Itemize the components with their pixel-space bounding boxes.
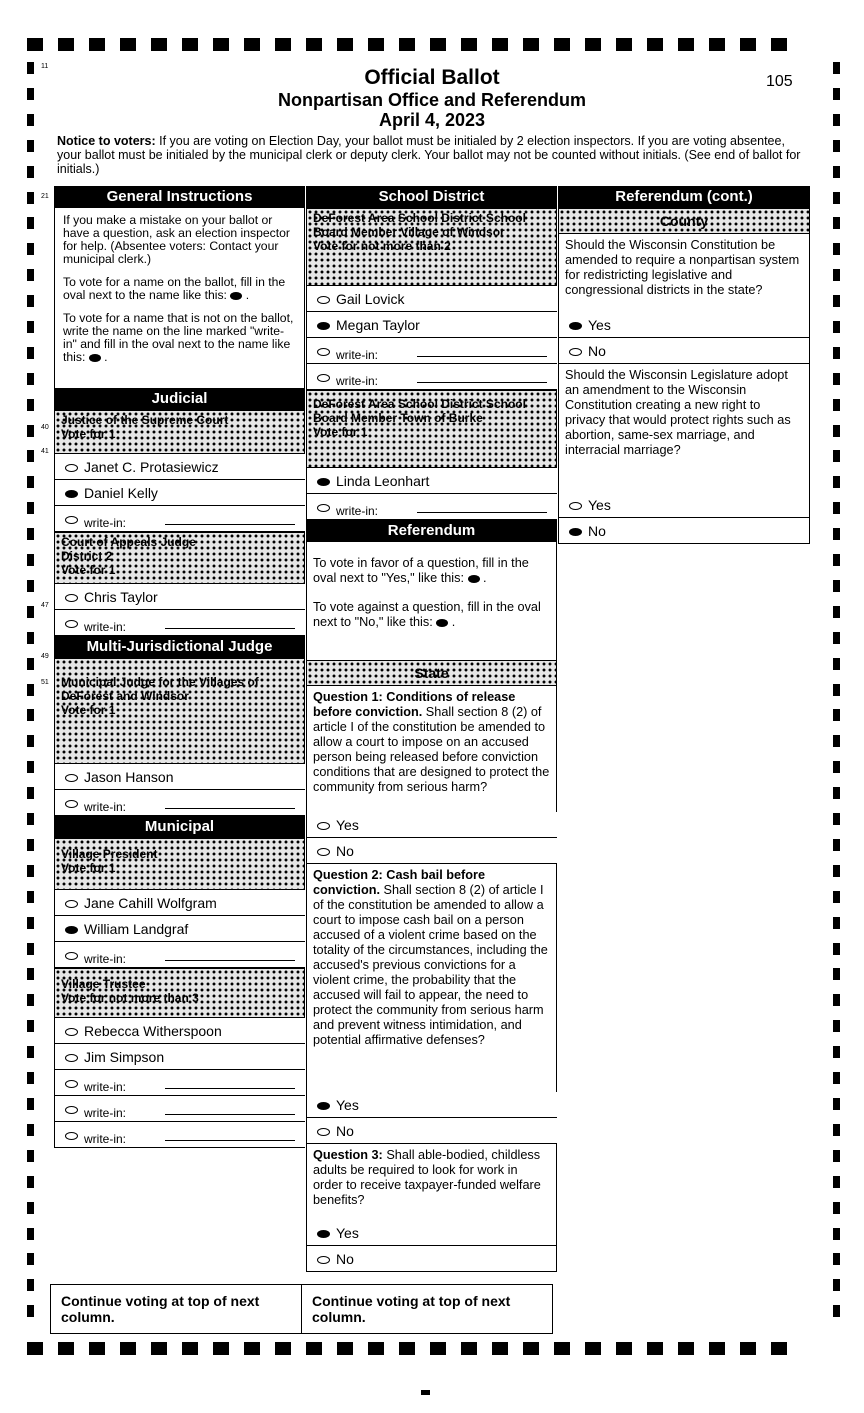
timing-mark-bottom	[58, 1342, 74, 1355]
instr-write-in: To vote for a name that is not on the ballot, write the name on the line marked "write-in" and fill in the oval next to the name like this: .	[63, 311, 294, 364]
timing-mark-top	[430, 38, 446, 51]
timing-mark-top	[399, 38, 415, 51]
timing-mark-left	[27, 968, 34, 980]
candidate-row[interactable]: Daniel Kelly	[54, 480, 305, 506]
timing-mark-left	[27, 813, 34, 825]
oval-icon[interactable]	[65, 620, 78, 628]
timing-mark-right	[833, 321, 840, 333]
timing-mark-top	[27, 38, 43, 51]
timing-mark-left	[27, 166, 34, 178]
timing-mark-left	[27, 450, 34, 462]
timing-mark-left	[27, 580, 34, 592]
timing-mark-left	[27, 1046, 34, 1058]
timing-mark-top	[709, 38, 725, 51]
timing-mark-right	[833, 709, 840, 721]
timing-mark-right	[833, 373, 840, 385]
timing-mark-right	[833, 192, 840, 204]
timing-mark-left	[27, 839, 34, 851]
timing-mark-bottom	[275, 1342, 291, 1355]
timing-mark-bottom	[461, 1342, 477, 1355]
school-district-heading: School District	[306, 186, 557, 208]
timing-mark-right	[833, 243, 840, 255]
oval-icon[interactable]	[317, 374, 330, 382]
timing-mark-top	[275, 38, 291, 51]
yes-option[interactable]: Yes	[558, 312, 810, 338]
timing-mark-top	[616, 38, 632, 51]
timing-mark-right	[833, 1279, 840, 1291]
timing-mark-top	[461, 38, 477, 51]
candidate-row[interactable]: Janet C. Protasiewicz	[54, 454, 305, 480]
margin-number: 51	[41, 679, 49, 686]
oval-icon[interactable]	[65, 1106, 78, 1114]
margin-number: 40	[41, 424, 49, 431]
margin-number: 21	[41, 193, 49, 200]
candidate-row[interactable]: Megan Taylor	[306, 312, 557, 338]
timing-mark-left	[27, 269, 34, 281]
no-option[interactable]: No	[306, 838, 557, 864]
filled-oval-example-icon	[89, 354, 101, 362]
yes-option[interactable]: Yes	[306, 812, 557, 838]
notice-text: If you are voting on Election Day, your ballot must be initialed by 2 election inspectors. If you are voting absentee, your ballot must be initialed by the municipal clerk or deputy clerk. Your ballot may not be counted without initials. (See end of ballot for initials.)	[57, 134, 801, 176]
timing-mark-top	[306, 38, 322, 51]
oval-filled-icon[interactable]	[65, 926, 78, 934]
timing-mark-right	[833, 1020, 840, 1032]
yes-option[interactable]: Yes	[306, 1092, 557, 1118]
timing-mark-right	[833, 1253, 840, 1265]
race-village-president: Village President Vote for 1	[54, 838, 305, 890]
timing-mark-bottom	[244, 1342, 260, 1355]
timing-mark-right	[833, 140, 840, 152]
timing-mark-left	[27, 735, 34, 747]
timing-mark-right	[833, 580, 840, 592]
timing-mark-right	[833, 1046, 840, 1058]
timing-mark-left	[27, 891, 34, 903]
timing-mark-bottom	[337, 1342, 353, 1355]
timing-mark-left	[27, 528, 34, 540]
timing-mark-left	[27, 761, 34, 773]
write-in-row[interactable]: write-in:	[54, 1096, 305, 1122]
timing-mark-right	[833, 632, 840, 644]
timing-mark-right	[833, 1150, 840, 1162]
continue-note-col1: Continue voting at top of next column.	[50, 1284, 302, 1334]
timing-mark-left	[27, 425, 34, 437]
timing-mark-bottom	[89, 1342, 105, 1355]
timing-mark-bottom	[306, 1342, 322, 1355]
timing-mark-right	[833, 166, 840, 178]
oval-icon[interactable]	[65, 774, 78, 782]
timing-mark-right	[833, 735, 840, 747]
oval-filled-icon[interactable]	[317, 478, 330, 486]
timing-mark-left	[27, 295, 34, 307]
timing-mark-bottom	[27, 1342, 43, 1355]
oval-icon[interactable]	[65, 800, 78, 808]
timing-mark-bottom	[740, 1342, 756, 1355]
margin-number: 49	[41, 653, 49, 660]
timing-mark-left	[27, 1279, 34, 1291]
timing-mark-right	[833, 1305, 840, 1317]
oval-filled-icon[interactable]	[317, 322, 330, 330]
timing-mark-top	[740, 38, 756, 51]
timing-mark-bottom	[647, 1342, 663, 1355]
oval-filled-icon[interactable]	[569, 322, 582, 330]
oval-icon[interactable]	[317, 1128, 330, 1136]
county-question-1: Should the Wisconsin Constitution be amended to require a nonpartisan system for redistricting legislative and congressional districts in the state?	[558, 234, 810, 312]
timing-mark-left	[27, 1072, 34, 1084]
write-in-row[interactable]: write-in:	[54, 1122, 305, 1148]
timing-mark-left	[27, 399, 34, 411]
candidate-row[interactable]: Gail Lovick	[306, 286, 557, 312]
race-supreme-court: Justice of the Supreme Court Vote for 1	[54, 410, 305, 454]
oval-filled-icon[interactable]	[317, 1230, 330, 1238]
race-village-trustee: Village Trustee Vote for not more than 3	[54, 968, 305, 1018]
no-option[interactable]: No	[558, 338, 810, 364]
oval-icon[interactable]	[65, 952, 78, 960]
oval-filled-icon[interactable]	[65, 490, 78, 498]
referendum-cont-heading: Referendum (cont.)	[558, 186, 810, 208]
candidate-row[interactable]: Linda Leonhart	[306, 468, 557, 494]
write-in-row[interactable]: write-in:	[306, 364, 557, 390]
oval-icon[interactable]	[317, 348, 330, 356]
timing-mark-right	[833, 1124, 840, 1136]
timing-mark-top	[647, 38, 663, 51]
timing-mark-right	[833, 1202, 840, 1214]
timing-mark-left	[27, 709, 34, 721]
municipal-heading: Municipal	[54, 816, 305, 838]
timing-mark-right	[833, 787, 840, 799]
oval-icon[interactable]	[65, 594, 78, 602]
timing-mark-right	[833, 1228, 840, 1240]
notice-to-voters	[57, 134, 807, 176]
timing-mark-left	[27, 943, 34, 955]
timing-mark-left	[27, 632, 34, 644]
oval-icon[interactable]	[317, 1256, 330, 1264]
timing-mark-bottom	[523, 1342, 539, 1355]
oval-icon[interactable]	[317, 848, 330, 856]
general-instructions	[54, 208, 305, 388]
question-3: Question 3: Shall able-bodied, childless adults be required to look for work in order to receive taxpayer-funded welfare benefits?	[306, 1144, 557, 1220]
timing-mark-top	[368, 38, 384, 51]
race-school-board-burke: DeForest Area School District School Board Member Town of Burke Vote for 1	[306, 390, 557, 468]
question-2: Question 2: Cash bail before conviction. Shall section 8 (2) of article I of the constitution be amended to allow a court to impose cash bail on a person accused of a violent crime based on the totality of the circumstances, including the accused's previous convictions for a violent crime, the probability that the accused will fail to appear, the need to protect the community from serious harm and prevent witness intimidation, and potential affirmative defenses?	[306, 864, 557, 1092]
timing-mark-top	[182, 38, 198, 51]
multi-jurisdictional-heading: Multi-Jurisdictional Judge	[54, 636, 305, 658]
instr-fill-oval: To vote for a name on the ballot, fill in the oval next to the name like this: .	[63, 275, 286, 302]
timing-mark-left	[27, 1150, 34, 1162]
timing-mark-right	[833, 684, 840, 696]
timing-mark-top	[244, 38, 260, 51]
timing-mark-left	[27, 502, 34, 514]
timing-mark-bottom	[430, 1342, 446, 1355]
continue-note-col2: Continue voting at top of next column.	[301, 1284, 553, 1334]
write-in-row[interactable]: write-in:	[54, 610, 305, 636]
oval-icon[interactable]	[317, 296, 330, 304]
timing-mark-bottom	[616, 1342, 632, 1355]
no-option[interactable]: No	[306, 1118, 557, 1144]
timing-mark-left	[27, 373, 34, 385]
timing-mark-top	[213, 38, 229, 51]
timing-mark-right	[833, 295, 840, 307]
candidate-row[interactable]: Jason Hanson	[54, 764, 305, 790]
timing-mark-right	[833, 917, 840, 929]
referendum-instructions: To vote in favor of a question, fill in the oval next to "Yes," like this: . To vote against a question, fill in the oval next to "No," like this: .	[306, 542, 557, 660]
oval-filled-icon[interactable]	[317, 1102, 330, 1110]
candidate-row[interactable]: Chris Taylor	[54, 584, 305, 610]
timing-mark-right	[833, 606, 840, 618]
timing-mark-right	[833, 502, 840, 514]
timing-mark-right	[833, 968, 840, 980]
timing-mark-right	[833, 1098, 840, 1110]
oval-icon[interactable]	[65, 1132, 78, 1140]
timing-mark-top	[523, 38, 539, 51]
timing-mark-bottom	[554, 1342, 570, 1355]
timing-mark-left	[27, 917, 34, 929]
timing-mark-left	[27, 994, 34, 1006]
timing-mark-right	[833, 994, 840, 1006]
timing-mark-top	[678, 38, 694, 51]
timing-mark-right	[833, 1072, 840, 1084]
timing-mark-right	[833, 476, 840, 488]
oval-icon[interactable]	[569, 502, 582, 510]
timing-mark-right	[833, 425, 840, 437]
timing-mark-left	[27, 1305, 34, 1317]
timing-mark-bottom	[492, 1342, 508, 1355]
margin-number: 11	[41, 63, 49, 70]
timing-mark-bottom	[151, 1342, 167, 1355]
timing-mark-left	[27, 1202, 34, 1214]
oval-filled-icon[interactable]	[569, 528, 582, 536]
timing-mark-left	[27, 554, 34, 566]
timing-mark-left	[27, 684, 34, 696]
oval-icon[interactable]	[65, 1054, 78, 1062]
yes-option[interactable]: Yes	[306, 1220, 557, 1246]
county-heading: County	[558, 208, 810, 234]
timing-mark-right	[833, 347, 840, 359]
timing-mark-left	[27, 1176, 34, 1188]
timing-mark-bottom	[678, 1342, 694, 1355]
candidate-row[interactable]: Jane Cahill Wolfgram	[54, 890, 305, 916]
write-in-row[interactable]: write-in:	[306, 338, 557, 364]
timing-mark-left	[27, 1124, 34, 1136]
bottom-center-mark	[421, 1390, 430, 1395]
oval-icon[interactable]	[65, 516, 78, 524]
timing-mark-right	[833, 1176, 840, 1188]
timing-mark-left	[27, 192, 34, 204]
timing-mark-top	[771, 38, 787, 51]
ballot-title: Official Ballot	[364, 66, 500, 89]
question-1: Question 1: Conditions of release before conviction. Shall section 8 (2) of article I of the constitution be amended to allow a court to impose on an accused person being released before conviction conditions that are designed to protect the community from serious harm?	[306, 686, 557, 812]
timing-mark-left	[27, 606, 34, 618]
timing-mark-left	[27, 217, 34, 229]
ballot-number: 105	[766, 73, 793, 90]
timing-mark-left	[27, 658, 34, 670]
timing-mark-bottom	[182, 1342, 198, 1355]
timing-mark-top	[585, 38, 601, 51]
timing-mark-right	[833, 839, 840, 851]
write-in-row[interactable]: write-in:	[54, 1070, 305, 1096]
timing-mark-right	[833, 865, 840, 877]
timing-mark-top	[151, 38, 167, 51]
timing-mark-left	[27, 865, 34, 877]
timing-mark-bottom	[368, 1342, 384, 1355]
write-in-row[interactable]: write-in:	[54, 506, 305, 532]
yes-option[interactable]: Yes	[558, 492, 810, 518]
write-in-row[interactable]: write-in:	[54, 790, 305, 816]
timing-mark-left	[27, 787, 34, 799]
oval-icon[interactable]	[569, 348, 582, 356]
candidate-row[interactable]: William Landgraf	[54, 916, 305, 942]
general-instructions-heading: General Instructions	[54, 186, 305, 208]
write-in-row[interactable]: write-in:	[306, 494, 557, 520]
race-school-board-windsor: DeForest Area School District School Board Member Village of Windsor Vote for not more than 2	[306, 208, 557, 286]
timing-mark-bottom	[709, 1342, 725, 1355]
timing-mark-left	[27, 321, 34, 333]
write-in-row[interactable]: write-in:	[54, 942, 305, 968]
race-municipal-judge: Municipal Judge for the Villages of DeForest and Windsor Vote for 1	[54, 658, 305, 764]
timing-mark-top	[337, 38, 353, 51]
timing-mark-left	[27, 1020, 34, 1032]
timing-mark-bottom	[120, 1342, 136, 1355]
ballot-subtitle: Nonpartisan Office and Referendum	[277, 90, 587, 110]
timing-mark-right	[833, 554, 840, 566]
oval-icon[interactable]	[317, 504, 330, 512]
timing-mark-bottom	[771, 1342, 787, 1355]
filled-oval-example-icon	[230, 292, 242, 300]
notice-label: Notice to voters:	[57, 134, 156, 148]
timing-mark-left	[27, 1253, 34, 1265]
timing-mark-top	[89, 38, 105, 51]
filled-oval-example-icon	[468, 575, 480, 583]
timing-mark-right	[833, 943, 840, 955]
oval-icon[interactable]	[317, 822, 330, 830]
timing-mark-right	[833, 269, 840, 281]
ballot-date: April 4, 2023	[378, 110, 486, 130]
judicial-heading: Judicial	[54, 388, 305, 410]
timing-mark-top	[58, 38, 74, 51]
no-option[interactable]: No	[558, 518, 810, 544]
timing-mark-bottom	[213, 1342, 229, 1355]
state-heading: State	[306, 660, 557, 686]
timing-mark-right	[833, 399, 840, 411]
timing-mark-left	[27, 243, 34, 255]
oval-icon[interactable]	[65, 1028, 78, 1036]
column-3	[558, 186, 810, 544]
timing-mark-left	[27, 1098, 34, 1110]
timing-mark-right	[833, 217, 840, 229]
timing-mark-bottom	[585, 1342, 601, 1355]
timing-mark-left	[27, 1228, 34, 1240]
timing-mark-right	[833, 813, 840, 825]
no-option[interactable]: No	[306, 1246, 557, 1272]
timing-mark-right	[833, 761, 840, 773]
filled-oval-example-icon	[436, 619, 448, 627]
candidate-row[interactable]: Rebecca Witherspoon	[54, 1018, 305, 1044]
instr-mistake: If you make a mistake on your ballot or have a question, ask an election inspector for help. (Absentee voters: Contact your municipal clerk.)	[63, 213, 290, 266]
county-question-2: Should the Wisconsin Legislature adopt an amendment to the Wisconsin Constitution creating a new right to privacy that would protect rights such as abortion, same-sex marriage, and interracial marriage?	[558, 364, 810, 492]
oval-icon[interactable]	[65, 464, 78, 472]
timing-mark-top	[554, 38, 570, 51]
timing-mark-right	[833, 891, 840, 903]
column-1	[54, 186, 305, 1148]
timing-mark-left	[27, 347, 34, 359]
column-2	[306, 186, 557, 1272]
margin-number: 41	[41, 448, 49, 455]
oval-icon[interactable]	[65, 1080, 78, 1088]
margin-number: 47	[41, 602, 49, 609]
timing-mark-top	[120, 38, 136, 51]
oval-icon[interactable]	[65, 900, 78, 908]
timing-mark-left	[27, 476, 34, 488]
timing-mark-left	[27, 140, 34, 152]
timing-mark-right	[833, 658, 840, 670]
candidate-row[interactable]: Jim Simpson	[54, 1044, 305, 1070]
referendum-heading: Referendum	[306, 520, 557, 542]
timing-mark-right	[833, 528, 840, 540]
timing-mark-bottom	[399, 1342, 415, 1355]
timing-mark-right	[833, 450, 840, 462]
timing-mark-top	[492, 38, 508, 51]
race-court-of-appeals: Court of Appeals Judge District 2 Vote for 1	[54, 532, 305, 584]
